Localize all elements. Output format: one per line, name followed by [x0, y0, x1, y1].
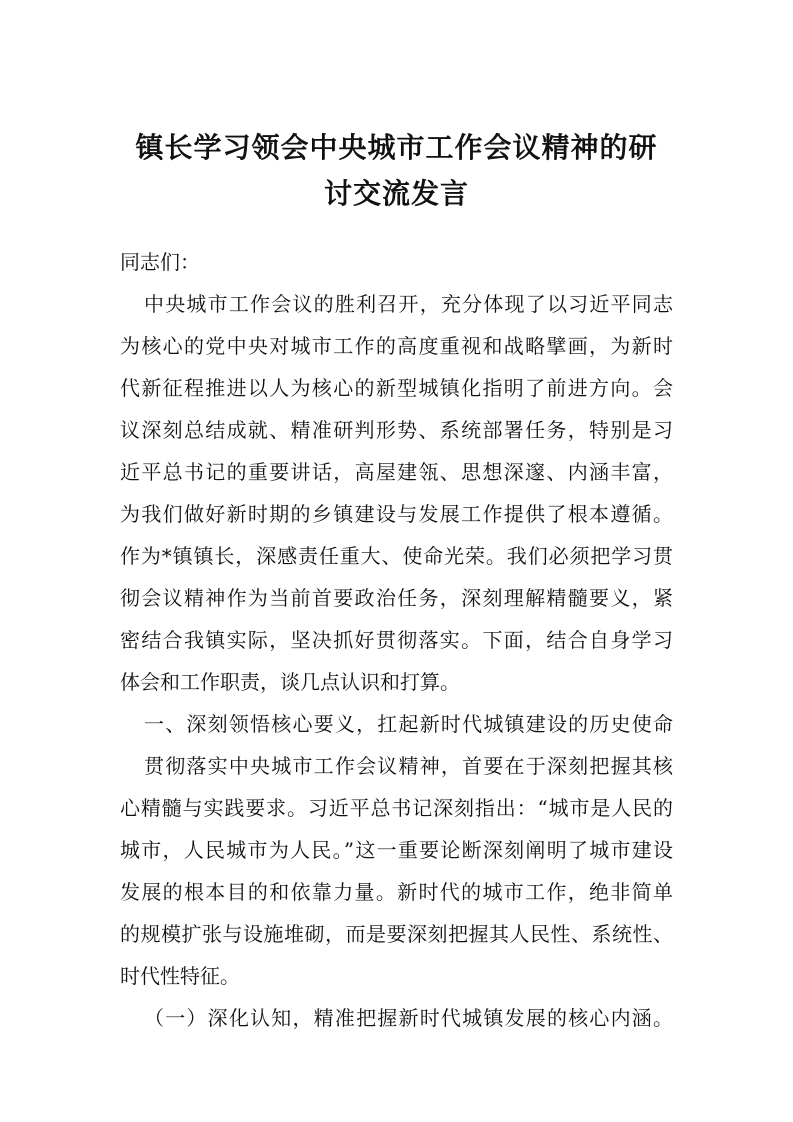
document-title-line-2: 讨交流发言: [323, 177, 469, 210]
paragraph-line: 近平总书记的重要讲话，高屋建瓴、思想深邃、内涵丰富，: [120, 460, 673, 484]
paragraph-line: 密结合我镇实际，坚决抓好贯彻落实。下面，结合自身学习: [120, 628, 673, 652]
paragraph-line: 发展的根本目的和依靠力量。新时代的城市工作，绝非简单: [120, 880, 673, 904]
paragraph-line: 城市，人民城市为人民。”这一重要论断深刻阐明了城市建设: [120, 838, 673, 862]
paragraph-line: 中央城市工作会议的胜利召开，充分体现了以习近平同志: [144, 292, 673, 316]
paragraph-line: 体会和工作职责，谈几点认识和打算。: [120, 670, 460, 694]
salutation: 同志们：: [120, 250, 200, 274]
paragraph-line: 代新征程推进以人为核心的新型城镇化指明了前进方向。会: [120, 376, 673, 400]
document-title-line-1: 镇长学习领会中央城市工作会议精神的研: [135, 131, 658, 164]
subsection-heading: （一）深化认知，精准把握新时代城镇发展的核心内涵。: [144, 1006, 673, 1030]
paragraph-line: 为核心的党中央对城市工作的高度重视和战略擘画，为新时: [120, 334, 673, 358]
paragraph-line: 时代性特征。: [120, 964, 240, 988]
paragraph-line: 作为*镇镇长，深感责任重大、使命光荣。我们必须把学习贯: [120, 544, 673, 568]
paragraph-line: 彻会议精神作为当前首要政治任务，深刻理解精髓要义，紧: [120, 586, 673, 610]
paragraph-line: 议深刻总结成就、精准研判形势、系统部署任务，特别是习: [120, 418, 673, 442]
paragraph-line: 贯彻落实中央城市工作会议精神，首要在于深刻把握其核: [144, 754, 673, 778]
paragraph-line: 的规模扩张与设施堆砌，而是要深刻把握其人民性、系统性、: [120, 922, 673, 946]
paragraph-line: 为我们做好新时期的乡镇建设与发展工作提供了根本遵循。: [120, 502, 673, 526]
section-heading: 一、深刻领悟核心要义，扛起新时代城镇建设的历史使命: [144, 712, 673, 736]
paragraph-line: 心精髓与实践要求。习近平总书记深刻指出：“城市是人民的: [120, 796, 673, 820]
